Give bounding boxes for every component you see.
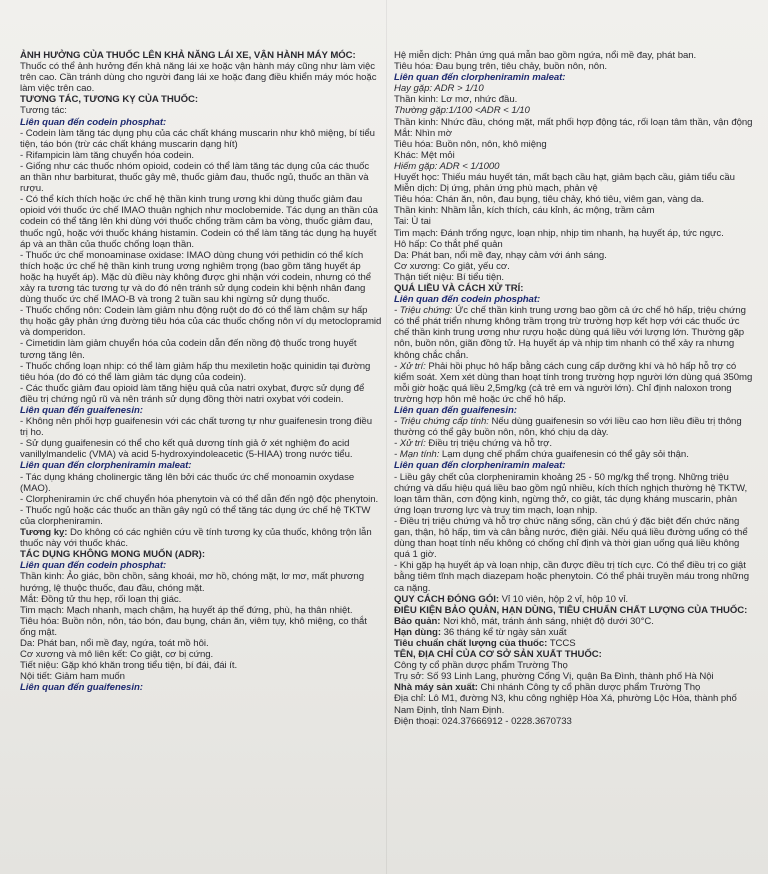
body-paragraph: Thần kinh: Nhầm lẫn, kích thích, cáu kỉnh, ác mộng, trầm cảm (394, 205, 655, 217)
body-paragraph: Tương tác: (20, 105, 67, 117)
body-paragraph: Hô hấp: Co thắt phế quản (394, 238, 503, 250)
body-paragraph: Công ty cổ phần dược phẩm Trường Thọ (394, 660, 568, 672)
body-paragraph: Điện thoại: 024.37666912 - 0228.3670733 (394, 715, 572, 727)
labeled-paragraph (394, 616, 756, 627)
right-column (394, 50, 756, 727)
labeled-paragraph (394, 416, 756, 438)
paragraph-label: - Mạn tính: (394, 449, 440, 461)
body-paragraph: - Giống như các thuốc nhóm opioid, codein có thể làm tăng tác dụng của các thuốc an thần như barbiturat, thuốc gây mê, thuốc giảm đau, thuốc ngủ, thuốc an thần và rượu. (20, 160, 370, 195)
paragraph-label: Hạn dùng: (394, 626, 441, 638)
frequency-label: Hay gặp: ADR > 1/10 (394, 83, 484, 95)
paragraph-label: Tiêu chuẩn chất lượng của thuốc: (394, 637, 548, 649)
body-paragraph: Tiêu hóa: Chán ăn, nôn, đau bụng, tiêu chảy, khó tiêu, viêm gan, vàng da. (394, 194, 704, 206)
body-paragraph: Tiết niệu: Gặp khó khăn trong tiểu tiện, bí đái, đái ít. (20, 660, 238, 672)
body-paragraph: Tim mạch: Mạch nhanh, mạch chậm, hạ huyết áp thế đứng, phù, hạ thân nhiệt. (20, 604, 353, 616)
body-paragraph: Tim mạch: Đánh trống ngực, loạn nhịp, nhịp tim nhanh, hạ huyết áp, tức ngực. (394, 227, 724, 239)
paragraph-label: Nhà máy sản xuất: (394, 682, 478, 694)
labeled-paragraph (394, 438, 756, 449)
paragraph-text: Ức chế thần kinh trung ương bao gồm cả ức chế hô hấp, triệu chứng có thể phát triển nhưng không trầm trọng trừ trường hợp kết hợp với các thuốc ức chế thần kinh trung ương như rượu hoặc dùng quá liều với lượng lớn. Thường gặp nôn, buồn nôn, giãn đồng tử. Hạ huyết áp và nhịp tim nhanh có thể xảy ra nhưng không chắc chắn. (394, 305, 746, 361)
body-paragraph: Da: Phát ban, nổi mề đay, ngứa, toát mồ hôi. (20, 637, 209, 649)
body-paragraph: Thần kinh: Lơ mơ, nhức đầu. (394, 94, 518, 106)
subsection-heading: Liên quan đến codein phosphat: (394, 294, 541, 306)
frequency-label: Thường gặp:1/100 <ADR < 1/10 (394, 105, 530, 117)
section-heading: TƯƠNG TÁC, TƯƠNG KỴ CỦA THUỐC: (20, 94, 199, 106)
labeled-paragraph (394, 361, 756, 405)
subsection-heading: Liên quan đến codein phosphat: (20, 116, 167, 128)
body-paragraph: Thần kinh: Ảo giác, bồn chồn, sảng khoái, mơ hồ, chóng mặt, lơ mơ, mất phương hướng, lệ thuộc thuốc, đau đầu, chóng mặt. (20, 571, 364, 594)
body-paragraph: Cơ xương: Co giật, yếu cơ. (394, 260, 510, 272)
body-paragraph: Mắt: Nhìn mờ (394, 127, 452, 139)
body-paragraph: Trụ sở: Số 93 Linh Lang, phường Cống Vị, quận Ba Đình, thành phố Hà Nội (394, 671, 714, 683)
subsection-heading: Liên quan đến clorpheniramin maleat: (394, 72, 566, 84)
body-paragraph: Huyết học: Thiếu máu huyết tán, mất bạch cầu hạt, giảm bạch cầu, giảm tiểu cầu (394, 172, 735, 184)
paragraph-label: - Triệu chứng cấp tính: (394, 416, 489, 428)
paragraph-text: Vỉ 10 viên, hộp 2 vỉ, hộp 10 vỉ. (499, 593, 629, 605)
body-paragraph: - Liều gây chết của clorpheniramin khoảng 25 - 50 mg/kg thể trọng. Những triệu chứng và dấu hiệu quá liều bao gồm ngủ nhiều, kích thích nghịch thường hệ TKTW, loạn tâm thần, cơn động kinh, ngừng thở, co giật, tác dụng kháng muscarin, phản ứng loạn trương lực và truỵ tim mạch, loạn nhịp. (394, 471, 748, 516)
paragraph-text: 36 tháng kể từ ngày sản xuất (440, 626, 567, 638)
body-paragraph: Tiêu hóa: Đau bụng trên, tiêu chảy, buồn nôn, nôn. (394, 61, 607, 73)
body-paragraph: Cơ xương và mô liên kết: Co giật, cơ bị cứng. (20, 649, 214, 661)
labeled-paragraph (394, 594, 756, 605)
labeled-paragraph (394, 449, 756, 460)
body-paragraph: - Không nên phối hợp guaifenesin với các chất tương tự như guaifenesin trong điều trị ho. (20, 416, 372, 439)
paragraph-label: - Triệu chứng: (394, 305, 453, 317)
paragraph-text: Điều trị triệu chứng và hỗ trợ. (425, 438, 553, 450)
labeled-paragraph (394, 638, 756, 649)
labeled-paragraph (394, 305, 756, 360)
body-paragraph: - Thuốc chống nôn: Codein làm giảm nhu động ruột do đó có thể làm chậm sự hấp thụ hoặc gây phản ứng đường tiêu hóa của các thuốc chống nôn ví dụ metoclopramid và domperidon. (20, 305, 382, 339)
body-paragraph: Khác: Mệt mỏi (394, 149, 455, 161)
body-paragraph: - Các thuốc giảm đau opioid làm tăng hiệu quả của natri oxybat, được sử dụng để điều trị chứng ngủ rũ và nên tránh sử dụng đồng thời natri oxybat với codein. (20, 382, 365, 405)
body-paragraph: Nội tiết: Giảm ham muốn (20, 671, 125, 683)
left-column (20, 50, 382, 693)
paragraph-label: Tương kỵ: (20, 527, 68, 539)
body-paragraph: - Điều trị triệu chứng và hỗ trợ chức năng sống, cần chú ý đặc biệt đến chức năng gan, thận, hô hấp, tim và cân bằng nước, điện giải. Nếu quá liều đường uống có thể dùng than hoạt tính nếu không có chống chỉ định và thời gian uống quá liều không quá 1 giờ. (394, 515, 748, 561)
subsection-heading: Liên quan đến clorpheniramin maleat: (20, 460, 192, 472)
section-heading: TÊN, ĐỊA CHỈ CỦA CƠ SỞ SẢN XUẤT THUỐC: (394, 649, 602, 661)
subsection-heading: Liên quan đến guaifenesin: (394, 405, 517, 416)
body-paragraph: Tiêu hóa: Buồn nôn, nôn, khô miệng (394, 138, 547, 150)
body-paragraph: - Sử dụng guaifenesin có thể cho kết quả dương tính giả ở xét nghiệm đo acid vanillylmandelic (VMA) và acid 5-hydroxyindoleacetic (5-HIAA) trong nước tiểu. (20, 438, 353, 461)
body-paragraph: - Có thể kích thích hoặc ức chế hệ thần kinh trung ương khi dùng thuốc giảm đau opioid với thuốc ức chế IMAO thuận nghịch như moclobemide. Tác dụng an thần của codein có thể tăng lên khi dùng với thuốc chống trầm cảm ba vòng, thuốc giảm đau, thuốc ngủ, hoặc với thuốc kháng histamin. Codein có thể làm tăng tác dụng hạ huyết áp và an thần của thuốc chống loạn thần. (20, 194, 378, 250)
body-paragraph: Miễn dịch: Dị ứng, phản ứng phù mạch, phản vệ (394, 183, 598, 195)
body-paragraph: Hệ miễn dịch: Phản ứng quá mẫn bao gồm ngứa, nổi mề đay, phát ban. (394, 50, 697, 61)
section-heading: ẢNH HƯỞNG CỦA THUỐC LÊN KHẢ NĂNG LÁI XE, VẬN HÀNH MÁY MÓC: (20, 50, 356, 61)
body-paragraph: - Codein làm tăng tác dụng phụ của các chất kháng muscarin như khô miệng, bí tiểu tiện, táo bón (trừ các chất kháng muscarin dạng hít) (20, 127, 375, 150)
body-paragraph: - Thuốc chống loạn nhịp: có thể làm giảm hấp thu mexiletin hoặc quinidin tại đường tiêu hóa (do đó có thể làm giảm tác dụng của codein). (20, 360, 371, 383)
body-paragraph: Mắt: Đồng tử thu hẹp, rối loạn thị giác. (20, 593, 182, 605)
paragraph-text: Lạm dụng chế phẩm chứa guaifenesin có thể gây sỏi thận. (439, 449, 689, 461)
subsection-heading: Liên quan đến guaifenesin: (20, 682, 143, 694)
paragraph-label: - Xử trí: (394, 360, 426, 372)
body-paragraph: Thuốc có thể ảnh hưởng đến khả năng lái xe hoặc vận hành máy cũng như làm việc trên cao. Cần tránh dùng cho người đang lái xe hoặc đang điều khiển máy móc hoặc làm việc trên cao. (20, 61, 377, 95)
body-paragraph: Địa chỉ: Lô M1, đường N3, khu công nghiệp Hòa Xá, phường Lộc Hòa, thành phố Nam Định, tỉnh Nam Định. (394, 693, 737, 716)
body-paragraph: - Thuốc ức chế monoaminase oxidase: IMAO dùng chung với pethidin có thể kích thích hoặc ức chế hệ thần kinh trung ương nghiêm trọng (bao gồm tăng huyết áp hoặc hạ huyết áp). Mặc dù điều này không được ghi nhận với codein, nhưng có thể xảy ra tương tác tương tự và do đó nên tránh sử dụng codein khi bệnh nhân đang dùng thuốc ức chế IMAO-B và trong 2 tuần sau khi ngừng sử dụng thuốc. (20, 249, 372, 306)
body-paragraph: - Thuốc ngủ hoặc các thuốc an thần gây ngủ có thể tăng tác dụng ức chế hệ TKTW của clorpheniramin. (20, 504, 371, 527)
subsection-heading: Liên quan đến codein phosphat: (20, 560, 167, 572)
subsection-heading: Liên quan đến clorpheniramin maleat: (394, 460, 566, 472)
paragraph-label: QUY CÁCH ĐÓNG GÓI: (394, 593, 499, 605)
paragraph-text: Phải hồi phục hô hấp bằng cách cung cấp dưỡng khí và hô hấp hỗ trợ có kiểm soát. Xem xét dùng than hoạt tính trong trường hợp người lớn dùng quá 350mg mỗi giờ hoặc quá liều 2,5mg/kg (cả trẻ em và người lớn). Chỉ định naloxon trong trường hợp hôn mê hoặc ức chế hô hấp. (394, 360, 753, 405)
body-paragraph: Tiêu hóa: Buồn nôn, nôn, táo bón, đau bụng, chán ăn, viêm tụy, khô miệng, co thắt ống mật. (20, 615, 367, 638)
paragraph-label: Bảo quản: (394, 615, 441, 627)
body-paragraph: Thận tiết niệu: Bí tiểu tiện. (394, 271, 505, 283)
body-paragraph: - Tác dụng kháng cholinergic tăng lên bởi các thuốc ức chế monoamin oxydase (MAO). (20, 471, 355, 494)
body-paragraph: - Rifampicin làm tăng chuyển hóa codein. (20, 149, 194, 161)
subsection-heading: Liên quan đến guaifenesin: (20, 405, 143, 416)
paragraph-text: Nếu dùng guaifenesin so với liều cao hơn liều điều trị thông thường có thể gây buồn nôn, nôn, khó chịu dạ dày. (394, 416, 742, 439)
body-paragraph: - Clorpheniramin ức chế chuyển hóa phenytoin và có thể dẫn đến ngộ độc phenytoin. (20, 493, 379, 505)
labeled-paragraph (394, 627, 756, 638)
section-heading: ĐIỀU KIỆN BẢO QUẢN, HẠN DÙNG, TIÊU CHUẨN CHẤT LƯỢNG CỦA THUỐC: (394, 604, 748, 616)
paragraph-text: Chi nhánh Công ty cổ phần dược phẩm Trường Thọ (477, 682, 701, 694)
paragraph-label: - Xử trí: (394, 438, 426, 450)
body-paragraph: Da: Phát ban, nổi mề đay, nhạy cảm với ánh sáng. (394, 249, 607, 261)
body-paragraph: Tai: Ù tai (394, 216, 431, 228)
body-paragraph: - Cimetidin làm giảm chuyển hóa của codein dẫn đến nồng độ thuốc trong huyết tương tăng lên. (20, 338, 357, 361)
body-paragraph: - Khi gặp hạ huyết áp và loạn nhịp, cần được điều trị tích cực. Có thể điều trị co giật bằng tiêm tĩnh mạch diazepam hoặc phenytoin. Có thể phải truyền máu trong những ca nặng. (394, 560, 750, 594)
labeled-paragraph (20, 527, 382, 549)
frequency-label: Hiếm gặp: ADR < 1/1000 (394, 160, 500, 172)
paragraph-text: Nơi khô, mát, tránh ánh sáng, nhiệt độ dưới 30°C. (440, 615, 654, 627)
section-heading: QUÁ LIỀU VÀ CÁCH XỬ TRÍ: (394, 282, 524, 294)
section-heading: TÁC DỤNG KHÔNG MONG MUỐN (ADR): (20, 549, 205, 561)
paragraph-text: TCCS (547, 637, 576, 649)
body-paragraph: Thần kinh: Nhức đầu, chóng mặt, mất phối hợp động tác, rối loạn tâm thần, vận động (394, 116, 753, 128)
fold-line (386, 0, 387, 874)
paragraph-text: Do không có các nghiên cứu về tính tương kỵ của thuốc, không trộn lẫn thuốc này với thuốc khác. (20, 527, 372, 550)
labeled-paragraph (394, 682, 756, 693)
